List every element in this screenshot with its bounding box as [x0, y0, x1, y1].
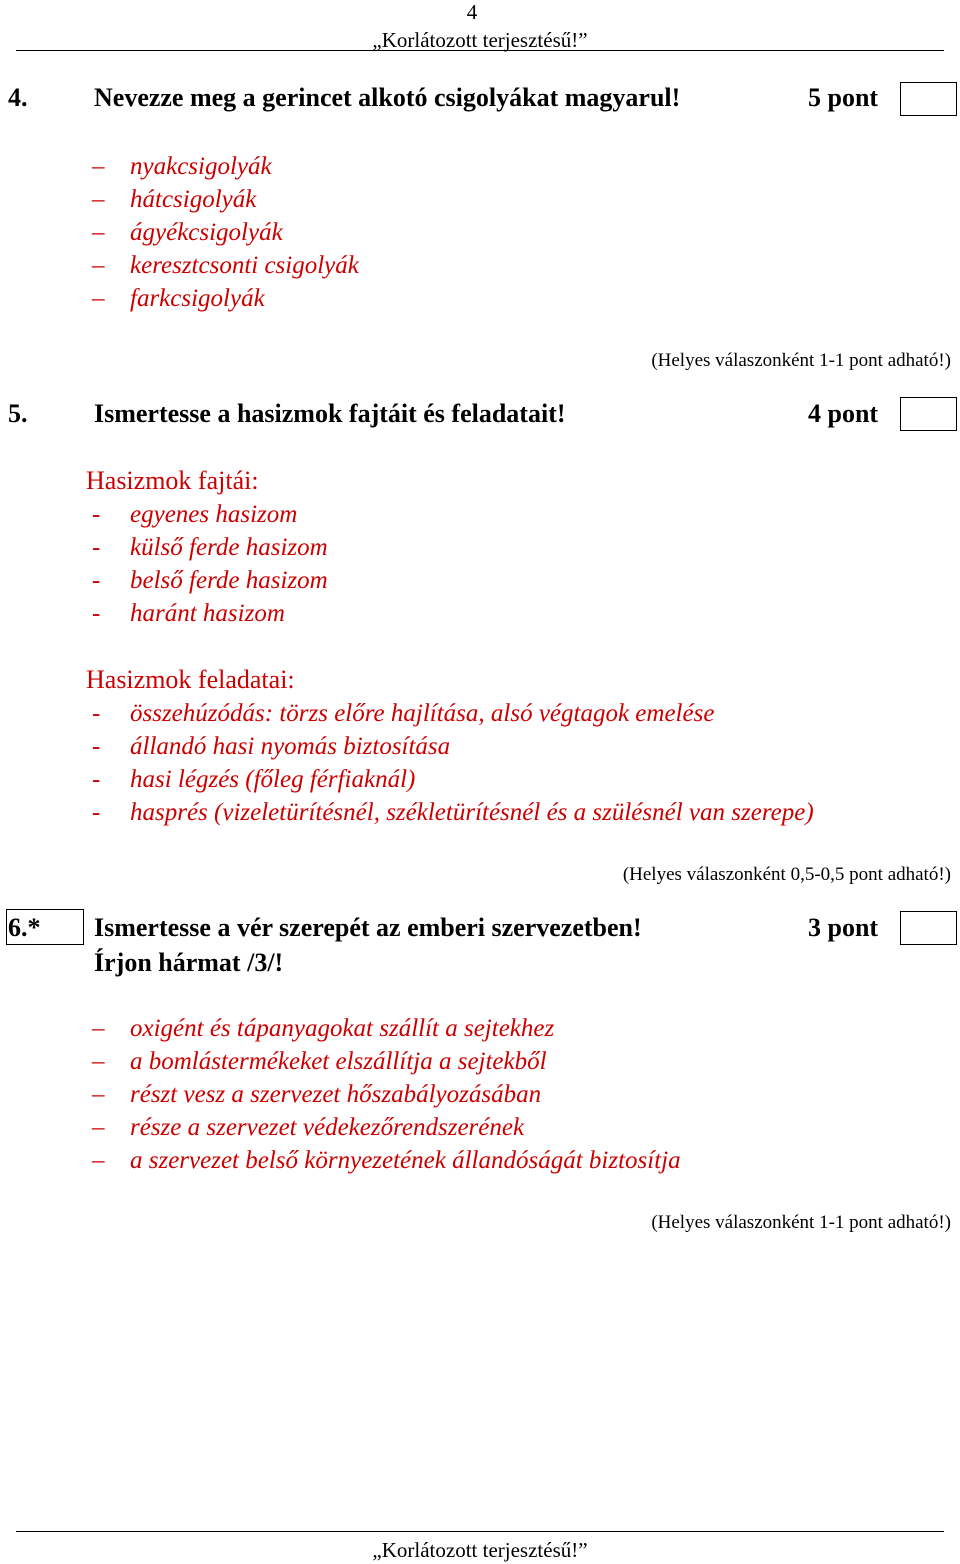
page-number: 4: [466, 0, 478, 24]
q5-points: 4 pont: [808, 399, 879, 428]
q5-task-item: - hasprés (vizeletürítésnél, székletürítésnél és a szülésnél van szerepe): [92, 799, 814, 826]
q5-type-item: - egyenes hasizom: [92, 501, 298, 528]
q4-answer: – farkcsigolyák: [92, 285, 265, 312]
q4-text: Nevezze meg a gerincet alkotó csigolyákat magyarul!: [94, 83, 681, 112]
q5-task-item: - állandó hasi nyomás biztosítása: [92, 733, 451, 760]
q5-type-item: - belső ferde hasizom: [92, 567, 328, 594]
q5-types-heading: Hasizmok fajtái:: [86, 466, 259, 495]
q4-answer: – keresztcsonti csigolyák: [92, 252, 359, 279]
q5-score-box[interactable]: [900, 397, 957, 431]
q5-type-item: - haránt hasizom: [92, 600, 285, 627]
q4-answer: – hátcsigolyák: [92, 186, 257, 213]
q5-task-item: - összehúzódás: törzs előre hajlítása, alsó végtagok emelése: [92, 700, 715, 727]
q6-answer: – oxigént és tápanyagokat szállít a sejtekhez: [92, 1015, 555, 1042]
q6-subtext: Írjon hármat /3/!: [94, 948, 284, 977]
q4-number: 4.: [8, 83, 28, 112]
q4-answer: – ágyékcsigolyák: [92, 219, 283, 246]
q5-type-item: - külső ferde hasizom: [92, 534, 328, 561]
q4-scoring-note: (Helyes válaszonként 1-1 pont adható!): [651, 350, 951, 371]
q5-text: Ismertesse a hasizmok fajtáit és feladatait!: [94, 399, 566, 428]
q4-score-box[interactable]: [900, 82, 957, 116]
q6-points: 3 pont: [808, 913, 879, 942]
q5-number: 5.: [8, 399, 28, 428]
q4-points: 5 pont: [808, 83, 879, 112]
q6-score-box[interactable]: [900, 911, 957, 945]
q6-number: 6.*: [8, 913, 41, 942]
q5-scoring-note: (Helyes válaszonként 0,5-0,5 pont adható!): [622, 864, 951, 885]
q4-answer: – nyakcsigolyák: [92, 153, 272, 180]
q6-answer: – a szervezet belső környezetének állandóságát biztosítja: [92, 1147, 681, 1174]
q5-tasks-heading: Hasizmok feladatai:: [86, 665, 295, 694]
q6-answer: – része a szervezet védekezőrendszerének: [92, 1114, 525, 1141]
footer-title: „Korlátozott terjesztésű!”: [372, 1538, 588, 1562]
q6-answer: – a bomlástermékeket elszállítja a sejtekből: [92, 1048, 547, 1075]
q6-scoring-note: (Helyes válaszonként 1-1 pont adható!): [651, 1212, 951, 1233]
footer-rule: [16, 1531, 944, 1532]
q6-answer: – részt vesz a szervezet hőszabályozásában: [92, 1081, 542, 1108]
header-rule: [16, 50, 944, 51]
header-title: „Korlátozott terjesztésű!”: [372, 28, 588, 52]
q5-task-item: - hasi légzés (főleg férfiaknál): [92, 766, 416, 793]
q6-text: Ismertesse a vér szerepét az emberi szervezetben!: [94, 913, 642, 942]
